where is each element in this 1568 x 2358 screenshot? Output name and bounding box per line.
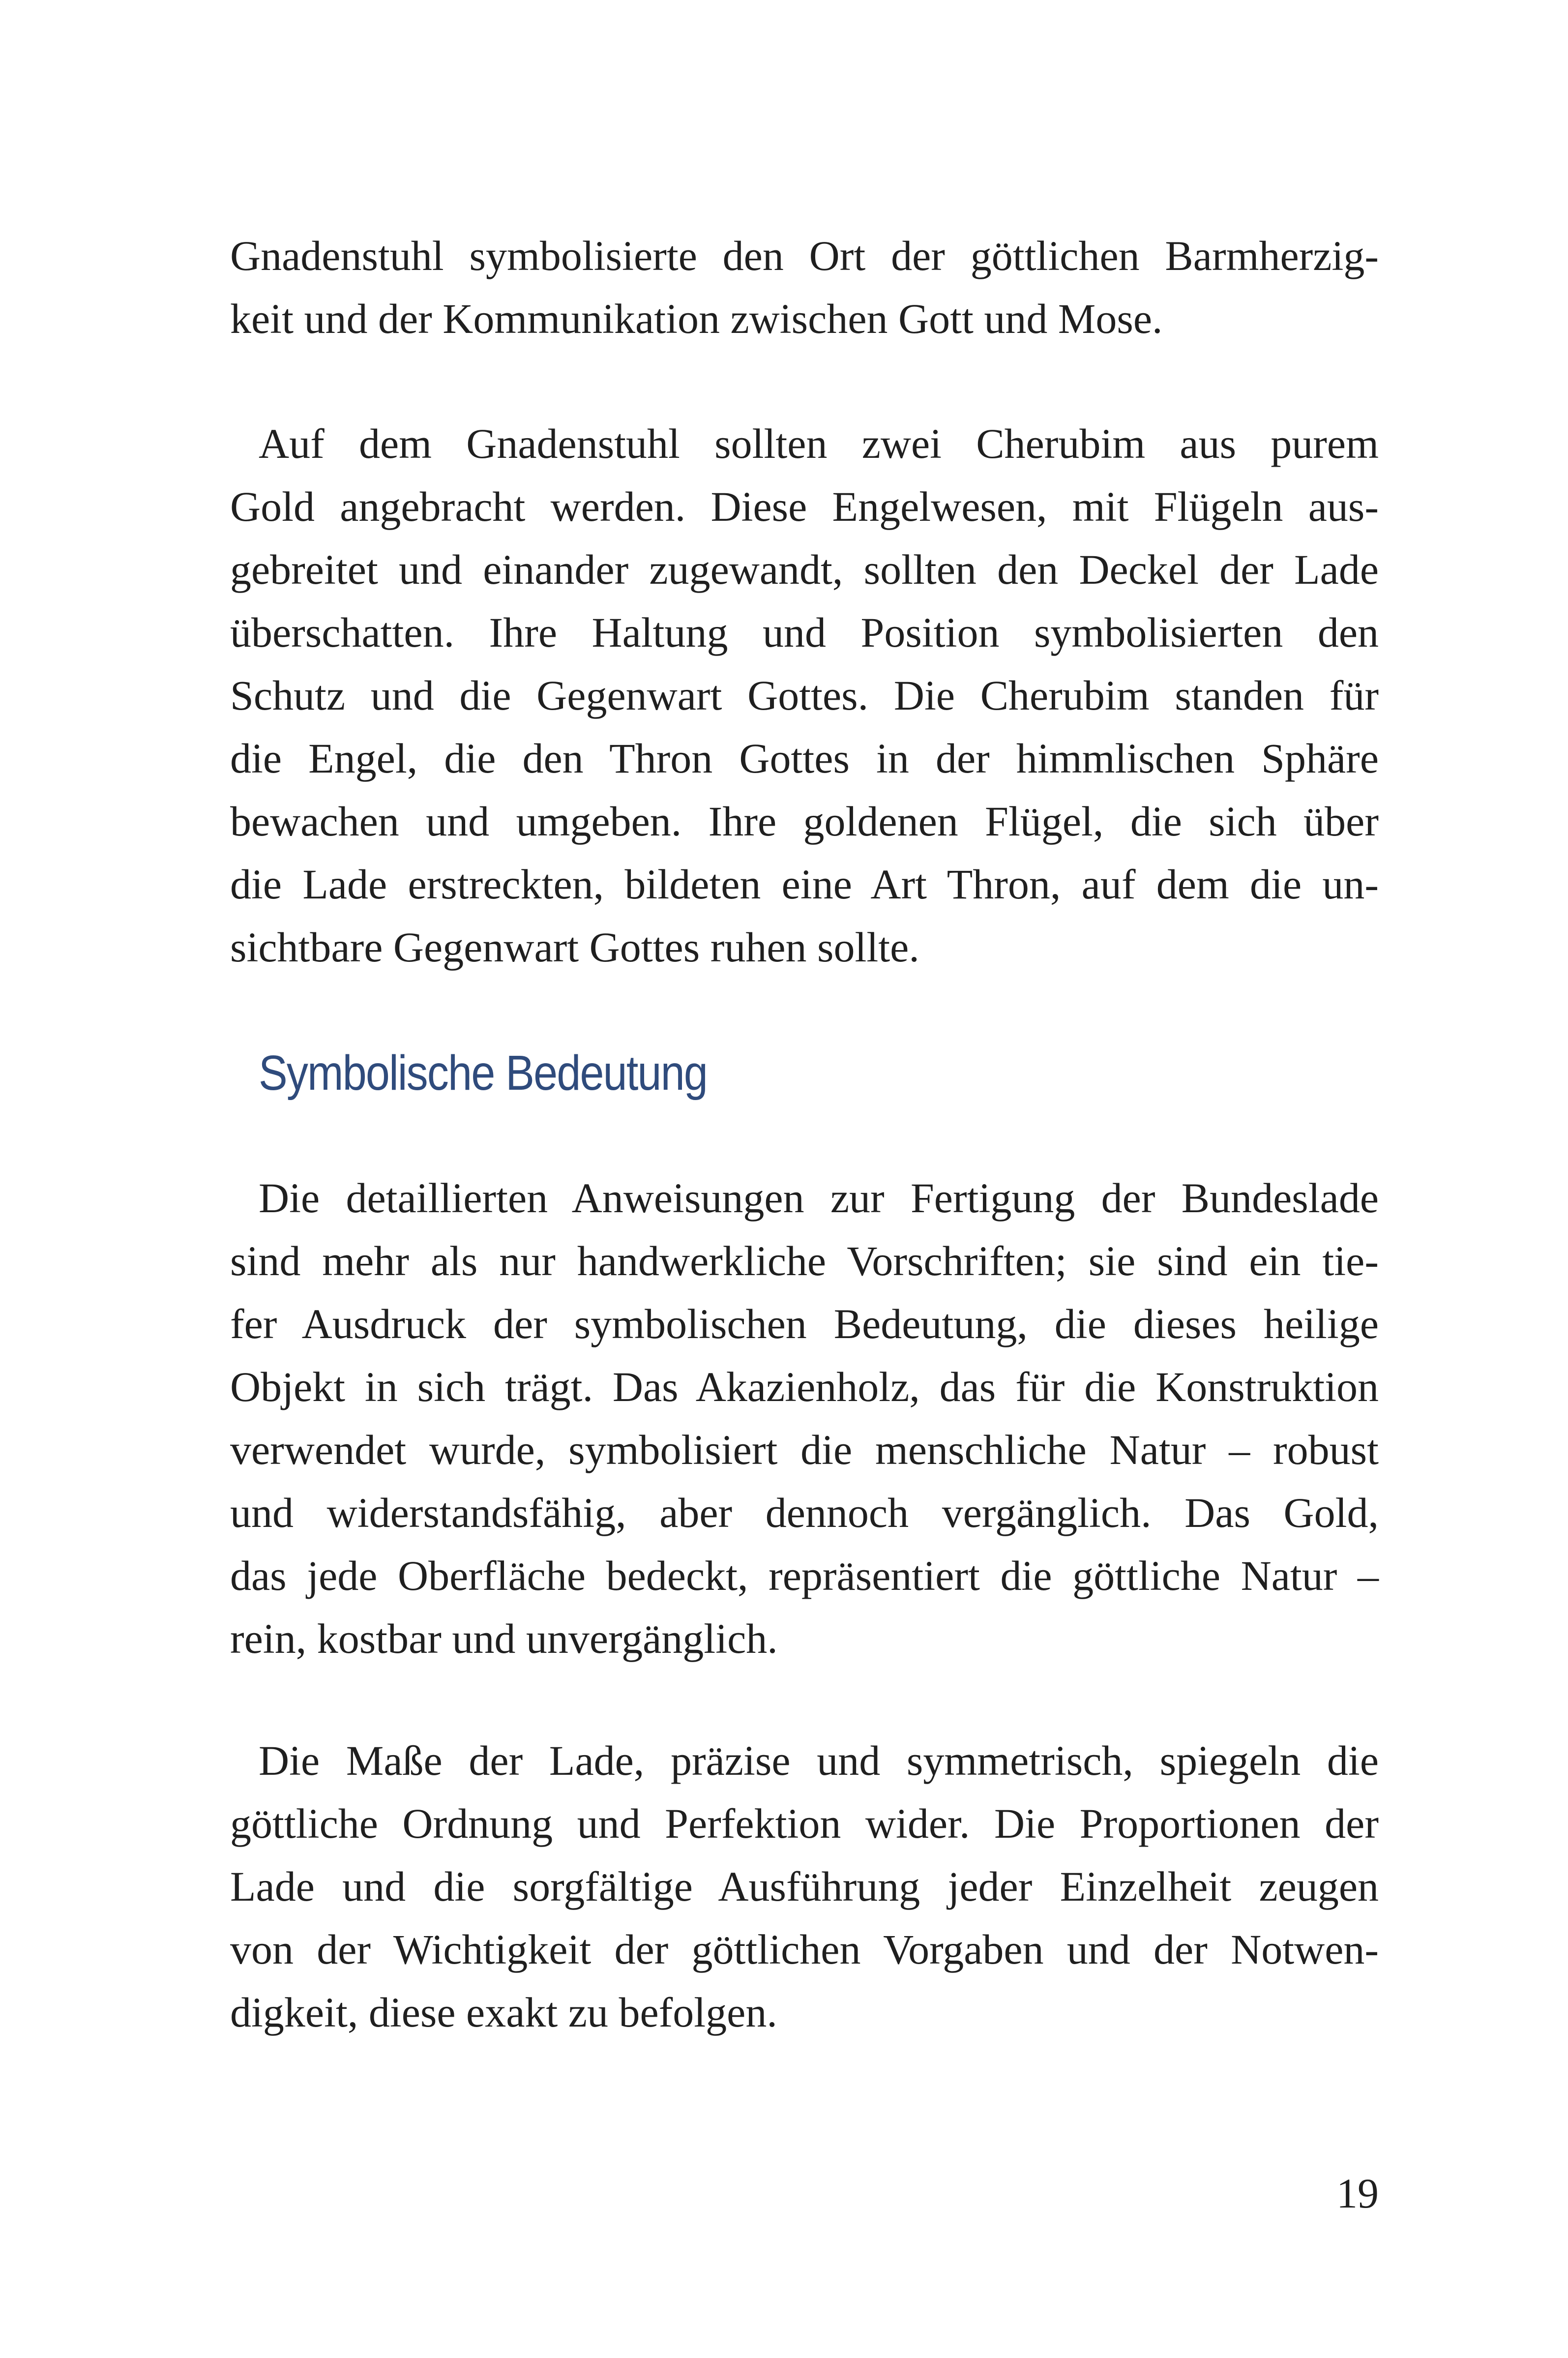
paragraph-line: keit und der Kommunikation zwischen Gott und Mose. xyxy=(230,295,1163,342)
paragraph-line: rein, kostbar und unvergänglich. xyxy=(230,1615,778,1662)
paragraph-line: Schutz und die Gegenwart Gottes. Die Cherubim standen für xyxy=(230,672,1379,719)
paragraph-line: überschatten. Ihre Haltung und Position symbolisierten den xyxy=(230,609,1379,656)
paragraph-3 xyxy=(230,1166,1379,1670)
page-number: 19 xyxy=(1336,2170,1379,2217)
paragraph-line: die Engel, die den Thron Gottes in der himmlischen Sphäre xyxy=(230,735,1379,782)
paragraph-line: das jede Oberfläche bedeckt, repräsentiert die göttliche Natur – xyxy=(230,1552,1379,1599)
paragraph-line: Gold angebracht werden. Diese Engelwesen, mit Flügeln aus- xyxy=(230,483,1379,530)
paragraph-line: Die Maße der Lade, präzise und symmetrisch, spiegeln die xyxy=(259,1737,1379,1784)
paragraph-line: Objekt in sich trägt. Das Akazienholz, das für die Konstruktion xyxy=(230,1363,1379,1410)
paragraph-4 xyxy=(230,1729,1379,2044)
paragraph-line: digkeit, diese exakt zu befolgen. xyxy=(230,1989,777,2036)
paragraph-line: und widerstandsfähig, aber dennoch vergänglich. Das Gold, xyxy=(230,1489,1379,1536)
paragraph-line: sind mehr als nur handwerkliche Vorschriften; sie sind ein tie- xyxy=(230,1237,1379,1284)
paragraph-line: gebreitet und einander zugewandt, sollten den Deckel der Lade xyxy=(230,546,1379,593)
paragraph-2 xyxy=(230,412,1379,979)
paragraph-line: die Lade erstreckten, bildeten eine Art Thron, auf dem die un- xyxy=(230,861,1379,908)
section-heading: Symbolische Bedeutung xyxy=(259,1045,708,1101)
paragraph-line: göttliche Ordnung und Perfektion wider. Die Proportionen der xyxy=(230,1800,1379,1847)
paragraph-line: von der Wichtigkeit der göttlichen Vorgaben und der Notwen- xyxy=(230,1926,1379,1973)
paragraph-line: Die detaillierten Anweisungen zur Fertigung der Bundeslade xyxy=(259,1174,1379,1222)
paragraph-line: Auf dem Gnadenstuhl sollten zwei Cherubim aus purem xyxy=(259,420,1379,467)
paragraph-line: fer Ausdruck der symbolischen Bedeutung, die dieses heilige xyxy=(230,1300,1379,1347)
paragraph-line: Lade und die sorgfältige Ausführung jeder Einzelheit zeugen xyxy=(230,1863,1379,1910)
paragraph-line: sichtbare Gegenwart Gottes ruhen sollte. xyxy=(230,924,919,971)
paragraph-line: Gnadenstuhl symbolisierte den Ort der göttlichen Barmherzig- xyxy=(230,232,1379,279)
paragraph-1 xyxy=(230,224,1379,350)
paragraph-line: bewachen und umgeben. Ihre goldenen Flügel, die sich über xyxy=(230,798,1379,845)
paragraph-line: verwendet wurde, symbolisiert die menschliche Natur – robust xyxy=(230,1426,1379,1473)
